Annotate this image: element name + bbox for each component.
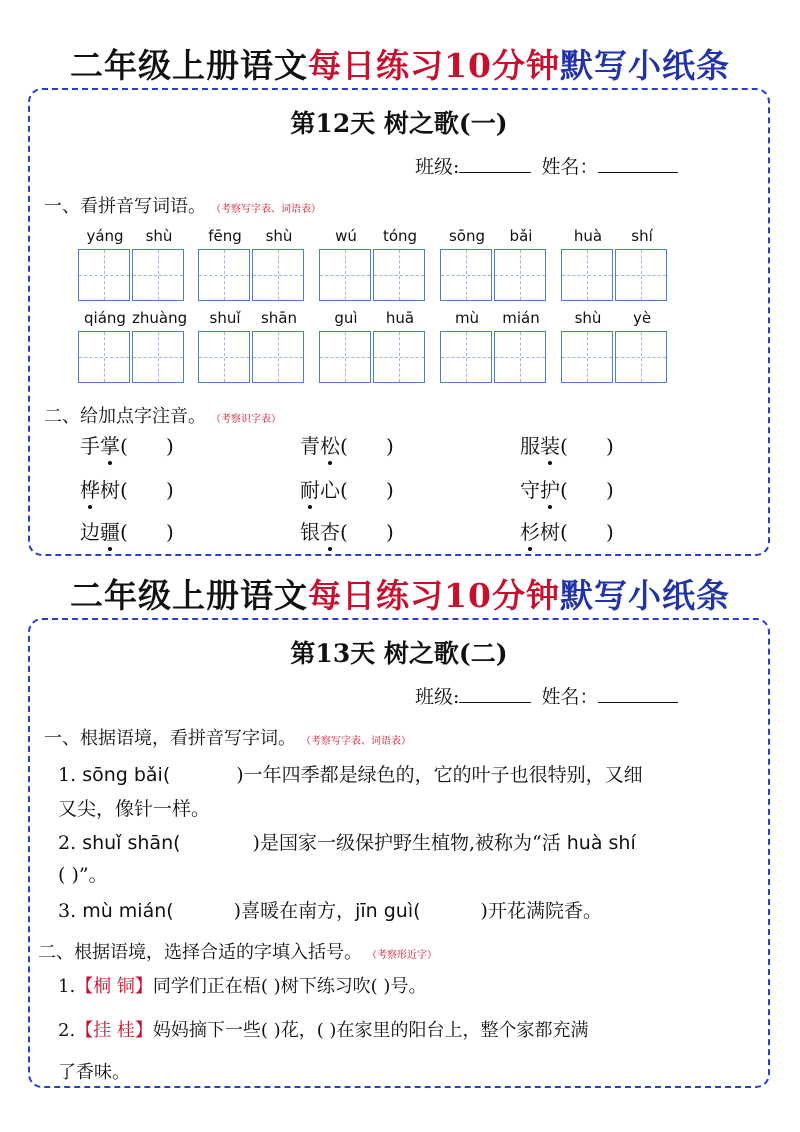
question-number: 2. (58, 832, 77, 854)
question-2 (58, 828, 636, 855)
pinyin-label: bǎi (509, 227, 533, 245)
lesson-title: 第13天 树之歌(二) (290, 639, 508, 668)
question-text: )开花满院香。 (480, 900, 602, 922)
dotted-char: 掌 (100, 430, 120, 459)
header-grade: 二年级上册语文 (70, 576, 309, 615)
writing-box[interactable] (198, 249, 250, 301)
pinyin-label: fēng (208, 227, 242, 245)
section-heading (38, 938, 437, 964)
dotted-word (300, 516, 394, 545)
writing-box[interactable] (78, 249, 130, 301)
section-label: 二、根据语境，选择合适的字填入括号。 (38, 942, 362, 963)
dotted-word (520, 474, 614, 503)
writing-box[interactable] (615, 249, 667, 301)
pinyin-label: qiáng (84, 309, 126, 327)
answer-blank[interactable]: ( ) (120, 478, 174, 502)
writing-box[interactable] (252, 331, 304, 383)
writing-box[interactable] (319, 331, 371, 383)
choice-question-2 (58, 1016, 588, 1042)
question-pinyin: huà shí (566, 832, 636, 854)
name-blank[interactable] (598, 684, 678, 703)
worksheet-header (0, 570, 800, 617)
writing-box[interactable] (494, 249, 546, 301)
choice-options: 【挂 桂】 (75, 1020, 153, 1041)
question-pinyin: mù mián( (82, 900, 174, 922)
word-char: 银 (300, 520, 320, 544)
choice-question-1 (58, 972, 426, 998)
section-heading (44, 724, 411, 750)
pinyin-label: yè (632, 309, 652, 327)
dotted-word (80, 430, 174, 459)
question-number: 1. (58, 764, 77, 786)
dotted-word (80, 474, 174, 503)
writing-box[interactable] (440, 249, 492, 301)
question-number: 2. (58, 1020, 76, 1041)
pinyin-label: wú (335, 227, 357, 245)
writing-box[interactable] (615, 331, 667, 383)
pinyin-label: shuǐ (209, 309, 241, 327)
question-pinyin: sōng bǎi( (82, 764, 171, 786)
dotted-word (300, 430, 394, 459)
question-text: 妈妈摘下一些( )花，( )在家里的阳台上，整个家都充满 (152, 1020, 589, 1041)
answer-blank[interactable]: ( ) (120, 434, 174, 458)
writing-box[interactable] (440, 331, 492, 383)
question-pinyin: shuǐ shān( (82, 832, 181, 854)
question-3 (58, 896, 602, 923)
question-text: )喜暖在南方， (233, 900, 356, 922)
question-text: 同学们正在梧( )树下练习吹( )号。 (152, 976, 427, 997)
dotted-char: 杉 (520, 516, 540, 545)
dotted-char: 装 (540, 430, 560, 459)
section-note: （考察写字表、词语表） (216, 204, 321, 215)
question-number: 1. (58, 976, 76, 997)
pinyin-label: shù (574, 309, 602, 327)
dotted-char: 杏 (320, 516, 340, 545)
section-note: （考察写字表、词语表） (306, 736, 411, 747)
word-char: 树 (100, 478, 120, 502)
question-1-continued: 又尖，像针一样。 (58, 798, 211, 820)
worksheet-header (0, 40, 800, 87)
dotted-char: 桦 (80, 474, 100, 503)
word-char: 青 (300, 434, 320, 458)
answer-blank[interactable]: ( ) (560, 520, 614, 544)
class-name-line (415, 682, 678, 709)
name-blank[interactable] (598, 154, 678, 173)
writing-box[interactable] (561, 249, 613, 301)
answer-blank[interactable]: ( ) (560, 478, 614, 502)
class-name-line (415, 152, 678, 179)
pinyin-label: guì (334, 309, 358, 327)
question-pinyin: jīn guì( (355, 900, 421, 922)
header-grade: 二年级上册语文 (70, 46, 309, 85)
writing-box[interactable] (78, 331, 130, 383)
word-char: 守 (520, 478, 540, 502)
pinyin-label: mián (502, 309, 540, 327)
pinyin-label: tóng (382, 227, 418, 245)
class-blank[interactable] (459, 154, 531, 173)
pinyin-label: huā (385, 309, 415, 327)
worksheet-card (28, 88, 770, 556)
pinyin-label: shān (260, 309, 298, 327)
writing-box[interactable] (252, 249, 304, 301)
writing-box[interactable] (319, 249, 371, 301)
dotted-char: 护 (540, 474, 560, 503)
section-heading (44, 192, 321, 218)
choice-question-2-continued: 了香味。 (58, 1062, 130, 1083)
worksheet-card (28, 618, 770, 1088)
writing-box[interactable] (198, 331, 250, 383)
section-label: 一、看拼音写词语。 (44, 196, 206, 217)
choice-options: 【桐 铜】 (75, 976, 153, 997)
dotted-char: 松 (320, 430, 340, 459)
pinyin-label: shù (265, 227, 293, 245)
word-char: 边 (80, 520, 100, 544)
question-text: )一年四季都是绿色的，它的叶子也很特别，又细 (236, 764, 643, 786)
word-char: 手 (80, 434, 100, 458)
section-note: （考察形近字） (372, 950, 437, 961)
writing-box[interactable] (132, 249, 184, 301)
dotted-word (520, 516, 614, 545)
class-blank[interactable] (459, 684, 531, 703)
question-number: 3. (58, 900, 77, 922)
name-label: 姓名： (541, 686, 599, 708)
answer-blank[interactable]: ( ) (560, 434, 614, 458)
pinyin-label: shù (145, 227, 173, 245)
question-text: )是国家一级保护野生植物,被称为“活 (252, 832, 567, 854)
class-label: 班级: (415, 686, 460, 708)
writing-box[interactable] (494, 331, 546, 383)
word-char: 心 (320, 478, 340, 502)
header-practice: 每日练习10分钟 (308, 46, 560, 85)
section-label: 一、根据语境，看拼音写字词。 (44, 728, 296, 749)
answer-blank[interactable]: ( ) (120, 520, 174, 544)
header-dictation: 默写小纸条 (559, 576, 730, 615)
dotted-char: 疆 (100, 516, 120, 545)
pinyin-label: shí (631, 227, 653, 245)
pinyin-label: zhuàng (132, 309, 188, 327)
dotted-char: 耐 (300, 474, 320, 503)
dotted-word (520, 430, 614, 459)
writing-box[interactable] (373, 249, 425, 301)
header-dictation: 默写小纸条 (559, 46, 730, 85)
section-label: 二、给加点字注音。 (44, 406, 206, 427)
writing-box[interactable] (373, 331, 425, 383)
pinyin-label: huà (573, 227, 603, 245)
section-heading (44, 402, 281, 428)
dotted-word (80, 516, 174, 545)
header-practice: 每日练习10分钟 (308, 576, 560, 615)
name-label: 姓名： (541, 156, 599, 178)
pinyin-label: sōng (448, 227, 486, 245)
lesson-title: 第12天 树之歌(一) (290, 109, 508, 138)
answer-blank[interactable]: ( ) (340, 520, 394, 544)
writing-box[interactable] (132, 331, 184, 383)
dotted-word (300, 474, 394, 503)
word-char: 服 (520, 434, 540, 458)
section-note: （考察识字表） (216, 414, 281, 425)
answer-blank[interactable]: ( ) (340, 434, 394, 458)
question-1 (58, 760, 643, 787)
pinyin-label: mù (454, 309, 480, 327)
writing-box[interactable] (561, 331, 613, 383)
pinyin-label: yáng (86, 227, 124, 245)
word-char: 树 (540, 520, 560, 544)
class-label: 班级: (415, 156, 460, 178)
question-2-continued: ( )”。 (58, 864, 108, 886)
answer-blank[interactable]: ( ) (340, 478, 394, 502)
